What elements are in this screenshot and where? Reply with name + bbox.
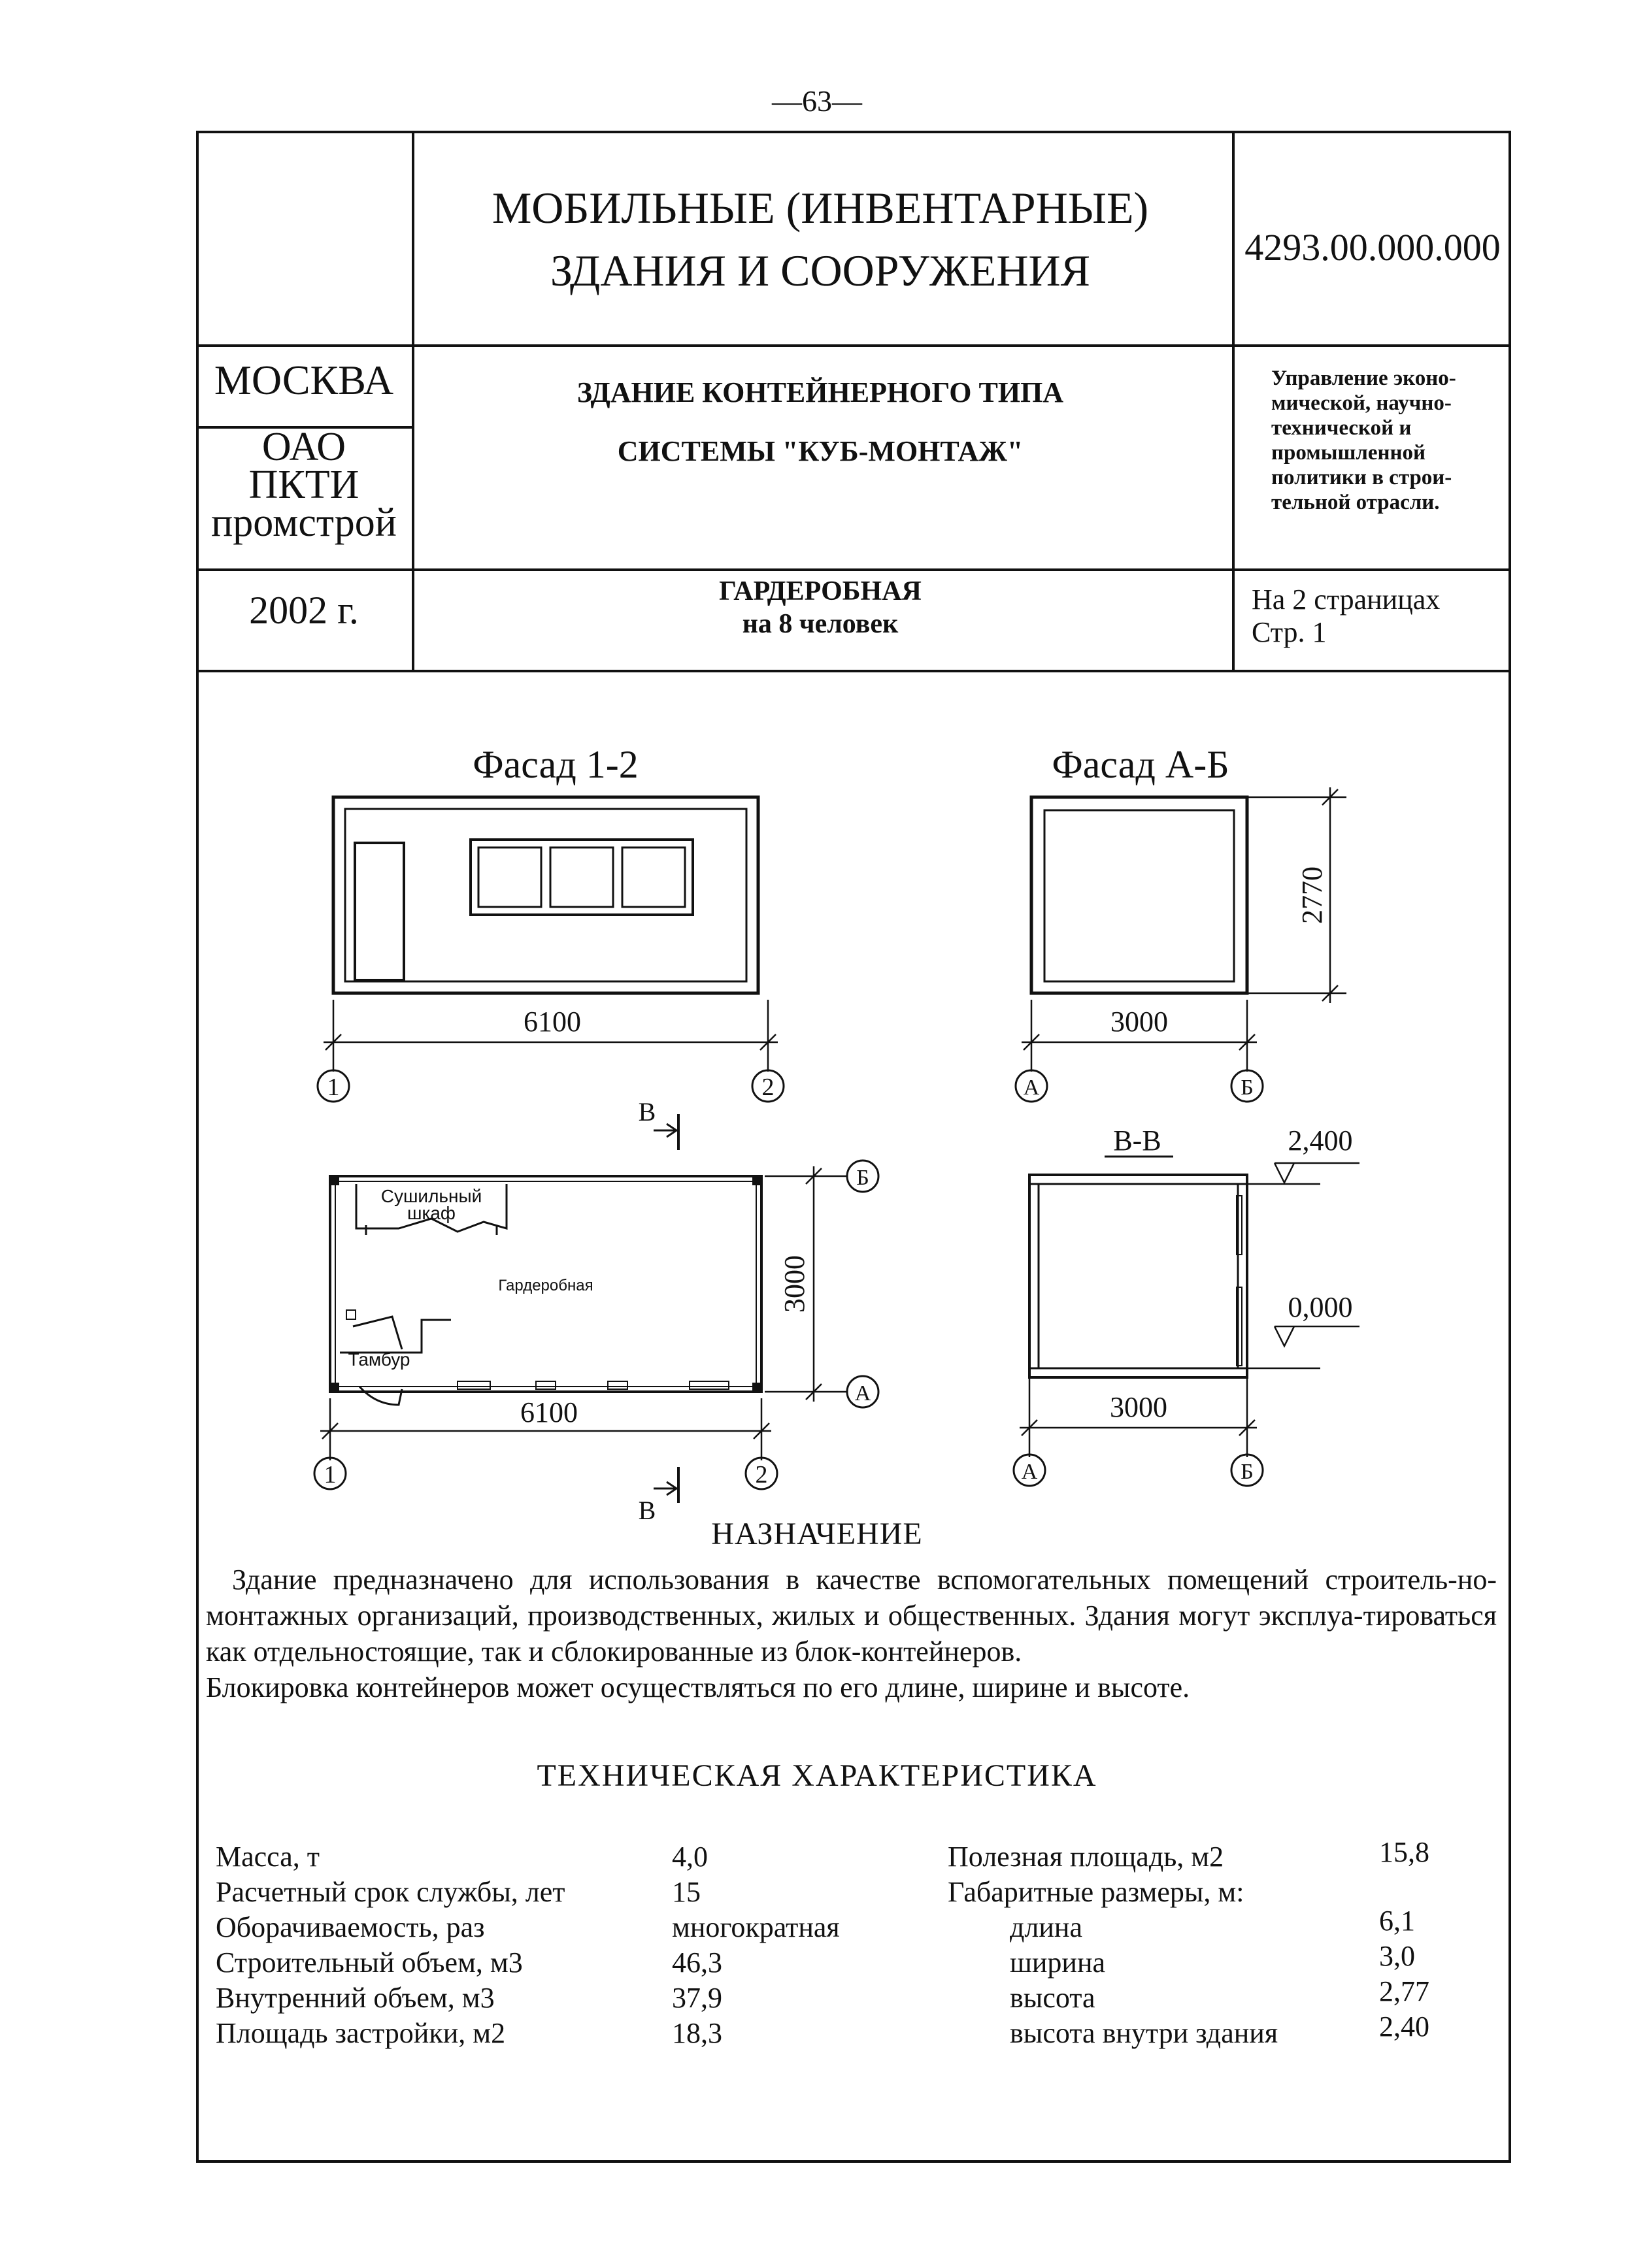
- dimension-6100-label: 6100: [520, 1396, 578, 1428]
- level-zero-label: 0,000: [1288, 1291, 1353, 1323]
- spec-value: 15: [672, 1876, 701, 1908]
- year: 2002 г.: [249, 589, 359, 632]
- city: МОСКВА: [214, 357, 394, 403]
- spec-value: 3,0: [1379, 1940, 1415, 1972]
- organization-line: ОАО: [261, 425, 346, 469]
- section-title: В-В: [1113, 1125, 1161, 1157]
- dimension-6100-label: 6100: [524, 1006, 581, 1038]
- object-name: ГАРДЕРОБНАЯ: [719, 576, 922, 606]
- purpose-paragraph: Здание предназначено для использования в качестве вспомогательных помещений строитель-но-монтажных организаций, производственных, жилых и общественных. Здания могут эксплуа-тироваться как отдельностоящие, так и сблокированные из блок-контейнеров.: [206, 1564, 1497, 1668]
- axis-label: Б: [1241, 1076, 1254, 1100]
- level-marker-top: [1248, 1163, 1359, 1184]
- dimension-3000-label: 3000: [1110, 1391, 1167, 1423]
- room-label: Тамбур: [348, 1349, 410, 1370]
- subtitle-line: СИСТЕМЫ "КУБ-МОНТАЖ": [617, 435, 1024, 467]
- management-line: технической и: [1271, 416, 1412, 440]
- axis-label: А: [1021, 1460, 1038, 1484]
- spec-label: Габаритные размеры, м:: [948, 1876, 1244, 1908]
- organization-line: промстрой: [211, 501, 397, 545]
- room-label: Сушильный: [380, 1186, 482, 1206]
- section-drawing: [1029, 1175, 1247, 1377]
- object-capacity: на 8 человек: [742, 609, 899, 639]
- spec-label: Площадь застройки, м2: [216, 2017, 506, 2049]
- management-line: Управление эконо-: [1271, 367, 1456, 390]
- spec-value: 37,9: [672, 1982, 722, 2014]
- spec-value: 2,77: [1379, 1975, 1429, 2007]
- axis-label: 1: [324, 1461, 337, 1488]
- axis-label: Б: [856, 1166, 869, 1190]
- facade-12-drawing: [333, 797, 758, 993]
- spec-value: 18,3: [672, 2017, 722, 2049]
- document-title-line: ЗДАНИЯ И СООРУЖЕНИЯ: [550, 246, 1090, 295]
- spec-value: 15,8: [1379, 1836, 1429, 1868]
- spec-label: ширина: [1010, 1947, 1106, 1979]
- facade-ab-drawing: [1031, 797, 1247, 993]
- management-line: промышленной: [1271, 441, 1426, 465]
- spec-label: высота: [1010, 1982, 1095, 2014]
- axis-label: А: [854, 1381, 871, 1405]
- spec-value: 2,40: [1379, 2011, 1429, 2043]
- room-label: Гардеробная: [498, 1277, 593, 1294]
- level-marker-zero: [1248, 1326, 1359, 1368]
- spec-label: Внутренний объем, м3: [216, 1982, 495, 2014]
- axis-label: А: [1023, 1076, 1040, 1100]
- organization-line: ПКТИ: [248, 463, 359, 507]
- axis-label: 2: [755, 1461, 768, 1488]
- pages-total: На 2 страницах: [1252, 583, 1441, 616]
- spec-label: Масса, т: [216, 1841, 320, 1873]
- page-current: Стр. 1: [1252, 616, 1327, 648]
- spec-value: многократная: [672, 1911, 840, 1943]
- dimension-2770-label: 2770: [1296, 866, 1328, 924]
- subtitle-line: ЗДАНИЕ КОНТЕЙНЕРНОГО ТИПА: [576, 376, 1064, 408]
- document-title-line: МОБИЛЬНЫЕ (ИНВЕНТАРНЫЕ): [492, 183, 1149, 233]
- dimension-3000-label: 3000: [778, 1255, 810, 1313]
- purpose-text: [206, 1562, 1497, 1705]
- spec-label: длина: [1010, 1911, 1082, 1943]
- level-top-label: 2,400: [1288, 1125, 1353, 1157]
- axis-label: 1: [327, 1074, 340, 1101]
- purpose-paragraph: Блокировка контейнеров может осуществляться по его длине, ширине и высоте.: [206, 1671, 1190, 1703]
- spec-label: высота внутри здания: [1010, 2017, 1278, 2049]
- facade-12-title: Фасад 1-2: [473, 743, 639, 786]
- spec-value: 4,0: [672, 1841, 708, 1873]
- facade-ab-title: Фасад А-Б: [1052, 743, 1229, 786]
- tech-title: ТЕХНИЧЕСКАЯ ХАРАКТЕРИСТИКА: [537, 1758, 1097, 1793]
- document-code: 4293.00.000.000: [1244, 226, 1501, 269]
- management-line: мической, научно-: [1271, 391, 1452, 415]
- room-label: шкаф: [407, 1203, 456, 1223]
- page-number: —63—: [772, 84, 862, 118]
- axis-label: 2: [761, 1074, 775, 1101]
- cut-label-bottom: В: [638, 1496, 656, 1525]
- spec-label: Строительный объем, м3: [216, 1947, 523, 1979]
- management-line: тельной отрасли.: [1271, 491, 1440, 514]
- spec-value: 6,1: [1379, 1905, 1415, 1937]
- spec-value: 46,3: [672, 1947, 722, 1979]
- spec-label: Расчетный срок службы, лет: [216, 1876, 565, 1908]
- spec-label: Оборачиваемость, раз: [216, 1911, 485, 1943]
- dimension-3000-label: 3000: [1110, 1006, 1168, 1038]
- purpose-title: НАЗНАЧЕНИЕ: [711, 1517, 923, 1551]
- management-line: политики в строи-: [1271, 466, 1452, 489]
- cut-label-top: В: [638, 1097, 656, 1126]
- spec-label: Полезная площадь, м2: [948, 1841, 1224, 1873]
- axis-label: Б: [1241, 1460, 1254, 1484]
